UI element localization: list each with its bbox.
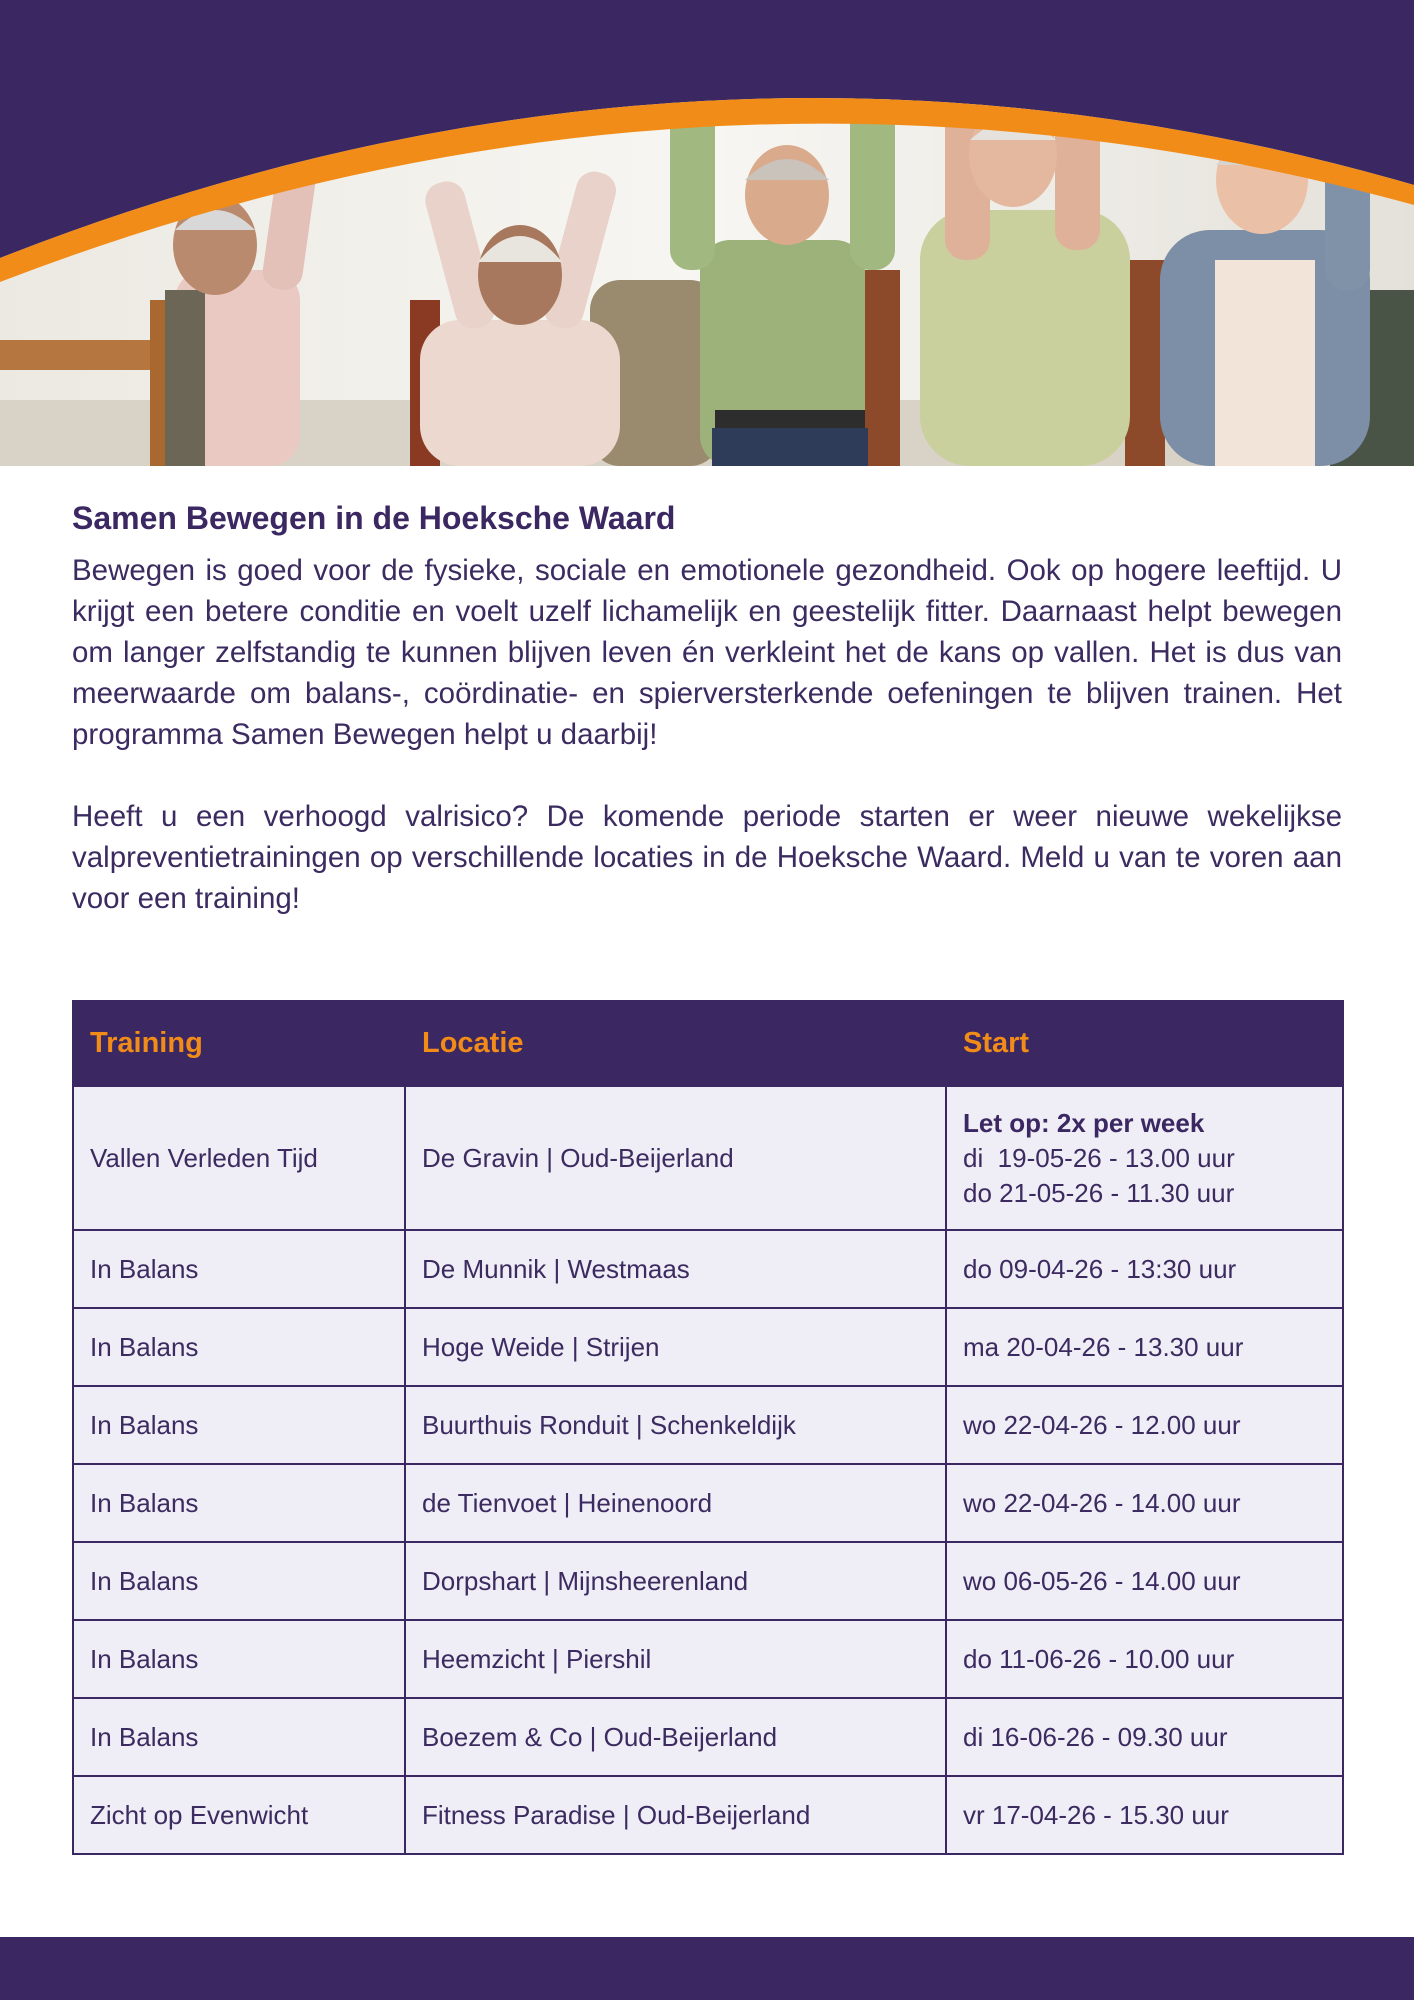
table-row	[73, 1308, 1343, 1386]
table-header-row	[73, 1001, 1343, 1086]
header-banner	[0, 0, 1414, 466]
start-line: di 19-05-26 - 13.00 uur	[963, 1142, 1235, 1173]
cell-training: In Balans	[73, 1308, 405, 1386]
cell-locatie: Boezem & Co | Oud-Beijerland	[405, 1698, 946, 1776]
cell-locatie: Hoge Weide | Strijen	[405, 1308, 946, 1386]
cell-start: wo 06-05-26 - 14.00 uur	[946, 1542, 1343, 1620]
header-locatie: Locatie	[405, 1001, 946, 1086]
cell-training: In Balans	[73, 1386, 405, 1464]
intro-paragraph: Bewegen is goed voor de fysieke, sociale en emotionele gezondheid. Ook op hogere leeftijd. U krijgt een betere conditie en voelt uzelf lichamelijk en geestelijk fitter. Daarnaast helpt bewegen om langer zelfstandig te kunnen blijven leven én verkleint het de kans op vallen. Het is dus van meerwaarde om balans-, coördinatie- en spierversterkende oefeningen te blijven trainen. Het programma Samen Bewegen helpt u daarbij!	[72, 554, 1342, 751]
cell-training: Vallen Verleden Tijd	[73, 1086, 405, 1230]
table-row	[73, 1542, 1343, 1620]
cell-start: wo 22-04-26 - 14.00 uur	[946, 1464, 1343, 1542]
cell-start: ma 20-04-26 - 13.30 uur	[946, 1308, 1343, 1386]
header-start: Start	[946, 1001, 1343, 1086]
cell-start: do 09-04-26 - 13:30 uur	[946, 1230, 1343, 1308]
header-training: Training	[73, 1001, 405, 1086]
table-row	[73, 1386, 1343, 1464]
cell-training: In Balans	[73, 1620, 405, 1698]
cell-locatie: Fitness Paradise | Oud-Beijerland	[405, 1776, 946, 1854]
cell-start: di 16-06-26 - 09.30 uur	[946, 1698, 1343, 1776]
table-row	[73, 1464, 1343, 1542]
table-row	[73, 1776, 1343, 1854]
cell-training: In Balans	[73, 1464, 405, 1542]
cell-training: In Balans	[73, 1542, 405, 1620]
signup-paragraph: Heeft u een verhoogd valrisico? De komende periode starten er weer nieuwe wekelijkse valpreventietrainingen op verschillende locaties in de Hoeksche Waard. Meld u van te voren aan voor een training!	[72, 800, 1342, 915]
cell-start: wo 22-04-26 - 12.00 uur	[946, 1386, 1343, 1464]
article	[72, 494, 1342, 919]
cell-training: Zicht op Evenwicht	[73, 1776, 405, 1854]
article-title: Samen Bewegen in de Hoeksche Waard	[72, 500, 676, 536]
twice-weekly-note: Let op: 2x per week	[963, 1107, 1205, 1138]
table-row	[73, 1620, 1343, 1698]
cell-start: vr 17-04-26 - 15.30 uur	[946, 1776, 1343, 1854]
footer-bar	[0, 1937, 1414, 2000]
seniors-exercising-seated-photo	[0, 0, 1414, 466]
cell-training: In Balans	[73, 1698, 405, 1776]
cell-locatie: Buurthuis Ronduit | Schenkeldijk	[405, 1386, 946, 1464]
training-schedule-table	[72, 1000, 1344, 1855]
cell-locatie: De Munnik | Westmaas	[405, 1230, 946, 1308]
table-row	[73, 1698, 1343, 1776]
cell-start: do 11-06-26 - 10.00 uur	[946, 1620, 1343, 1698]
table-row	[73, 1230, 1343, 1308]
cell-locatie: Dorpshart | Mijnsheerenland	[405, 1542, 946, 1620]
cell-training: In Balans	[73, 1230, 405, 1308]
table-row	[73, 1086, 1343, 1230]
cell-locatie: De Gravin | Oud-Beijerland	[405, 1086, 946, 1230]
cell-start	[946, 1086, 1343, 1230]
start-line: do 21-05-26 - 11.30 uur	[963, 1177, 1235, 1208]
cell-locatie: Heemzicht | Piershil	[405, 1620, 946, 1698]
cell-locatie: de Tienvoet | Heinenoord	[405, 1464, 946, 1542]
